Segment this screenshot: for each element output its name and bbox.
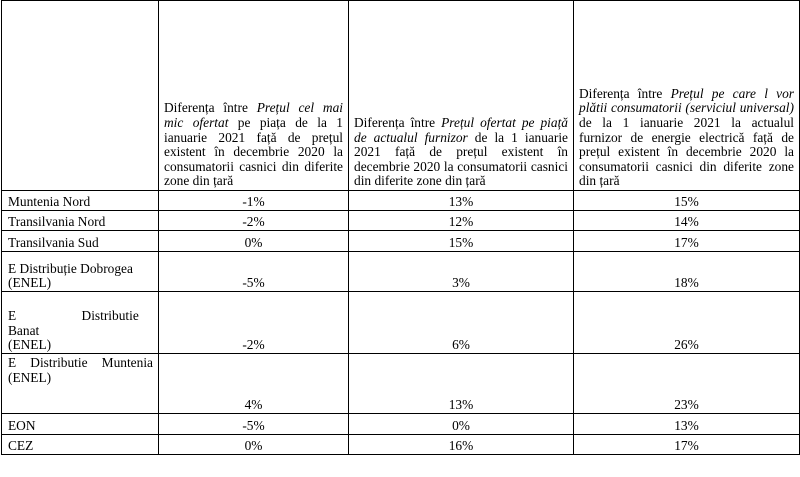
universal-service-diff: 26%	[574, 292, 800, 354]
universal-service-diff: 17%	[574, 231, 800, 252]
universal-service-diff: 23%	[574, 354, 800, 414]
supplier-offer-diff: 15%	[349, 231, 574, 252]
region-name: EON	[2, 414, 159, 435]
region-name: Transilvania Nord	[2, 211, 159, 231]
table-row	[2, 292, 800, 354]
table-row	[2, 414, 800, 435]
region-name: CEZ	[2, 435, 159, 455]
lowest-offer-diff: -2%	[159, 211, 349, 231]
table-row	[2, 191, 800, 211]
supplier-offer-diff: 0%	[349, 414, 574, 435]
region-name: E Distributie Muntenia (ENEL)	[2, 354, 159, 414]
region-name: E Distribuție Dobrogea (ENEL)	[2, 252, 159, 292]
table-row	[2, 231, 800, 252]
lowest-offer-diff: 0%	[159, 435, 349, 455]
supplier-offer-diff: 13%	[349, 354, 574, 414]
header-lowest-offer: Diferența între Prețul cel mai mic ofertat pe piața de la 1 ianuarie 2021 față de prețul existent în decembrie 2020 la consumatorii casnici din diferite zone din țară	[159, 1, 349, 191]
supplier-offer-diff: 12%	[349, 211, 574, 231]
region-name: Transilvania Sud	[2, 231, 159, 252]
universal-service-diff: 15%	[574, 191, 800, 211]
universal-service-diff: 17%	[574, 435, 800, 455]
supplier-offer-diff: 16%	[349, 435, 574, 455]
header-current-supplier-offer: Diferența între Prețul ofertat pe piață de actualul furnizor de la 1 ianuarie 2021 față de prețul existent în decembrie 2020 la consumatorii casnici din diferite zone din țară	[349, 1, 574, 191]
lowest-offer-diff: -5%	[159, 414, 349, 435]
supplier-offer-diff: 3%	[349, 252, 574, 292]
lowest-offer-diff: -2%	[159, 292, 349, 354]
region-name: Muntenia Nord	[2, 191, 159, 211]
lowest-offer-diff: -1%	[159, 191, 349, 211]
table-row	[2, 354, 800, 414]
header-region-cell	[2, 1, 159, 191]
universal-service-diff: 13%	[574, 414, 800, 435]
table-row	[2, 211, 800, 231]
supplier-offer-diff: 13%	[349, 191, 574, 211]
price-difference-table	[1, 0, 800, 455]
universal-service-diff: 18%	[574, 252, 800, 292]
region-name: E Distributie Banat (ENEL)	[2, 292, 159, 354]
lowest-offer-diff: -5%	[159, 252, 349, 292]
supplier-offer-diff: 6%	[349, 292, 574, 354]
lowest-offer-diff: 0%	[159, 231, 349, 252]
lowest-offer-diff: 4%	[159, 354, 349, 414]
header-row	[2, 1, 800, 191]
universal-service-diff: 14%	[574, 211, 800, 231]
header-universal-service-price: Diferența între Prețul pe care l vor plătii consumatorii (serviciul universal) de la 1 ianuarie 2021 la actualul furnizor de energie electrică față de prețul existent în decembrie 2020 la consumatorii casnici din diferite zone din țară	[574, 1, 800, 191]
table-row	[2, 435, 800, 455]
table-row	[2, 252, 800, 292]
